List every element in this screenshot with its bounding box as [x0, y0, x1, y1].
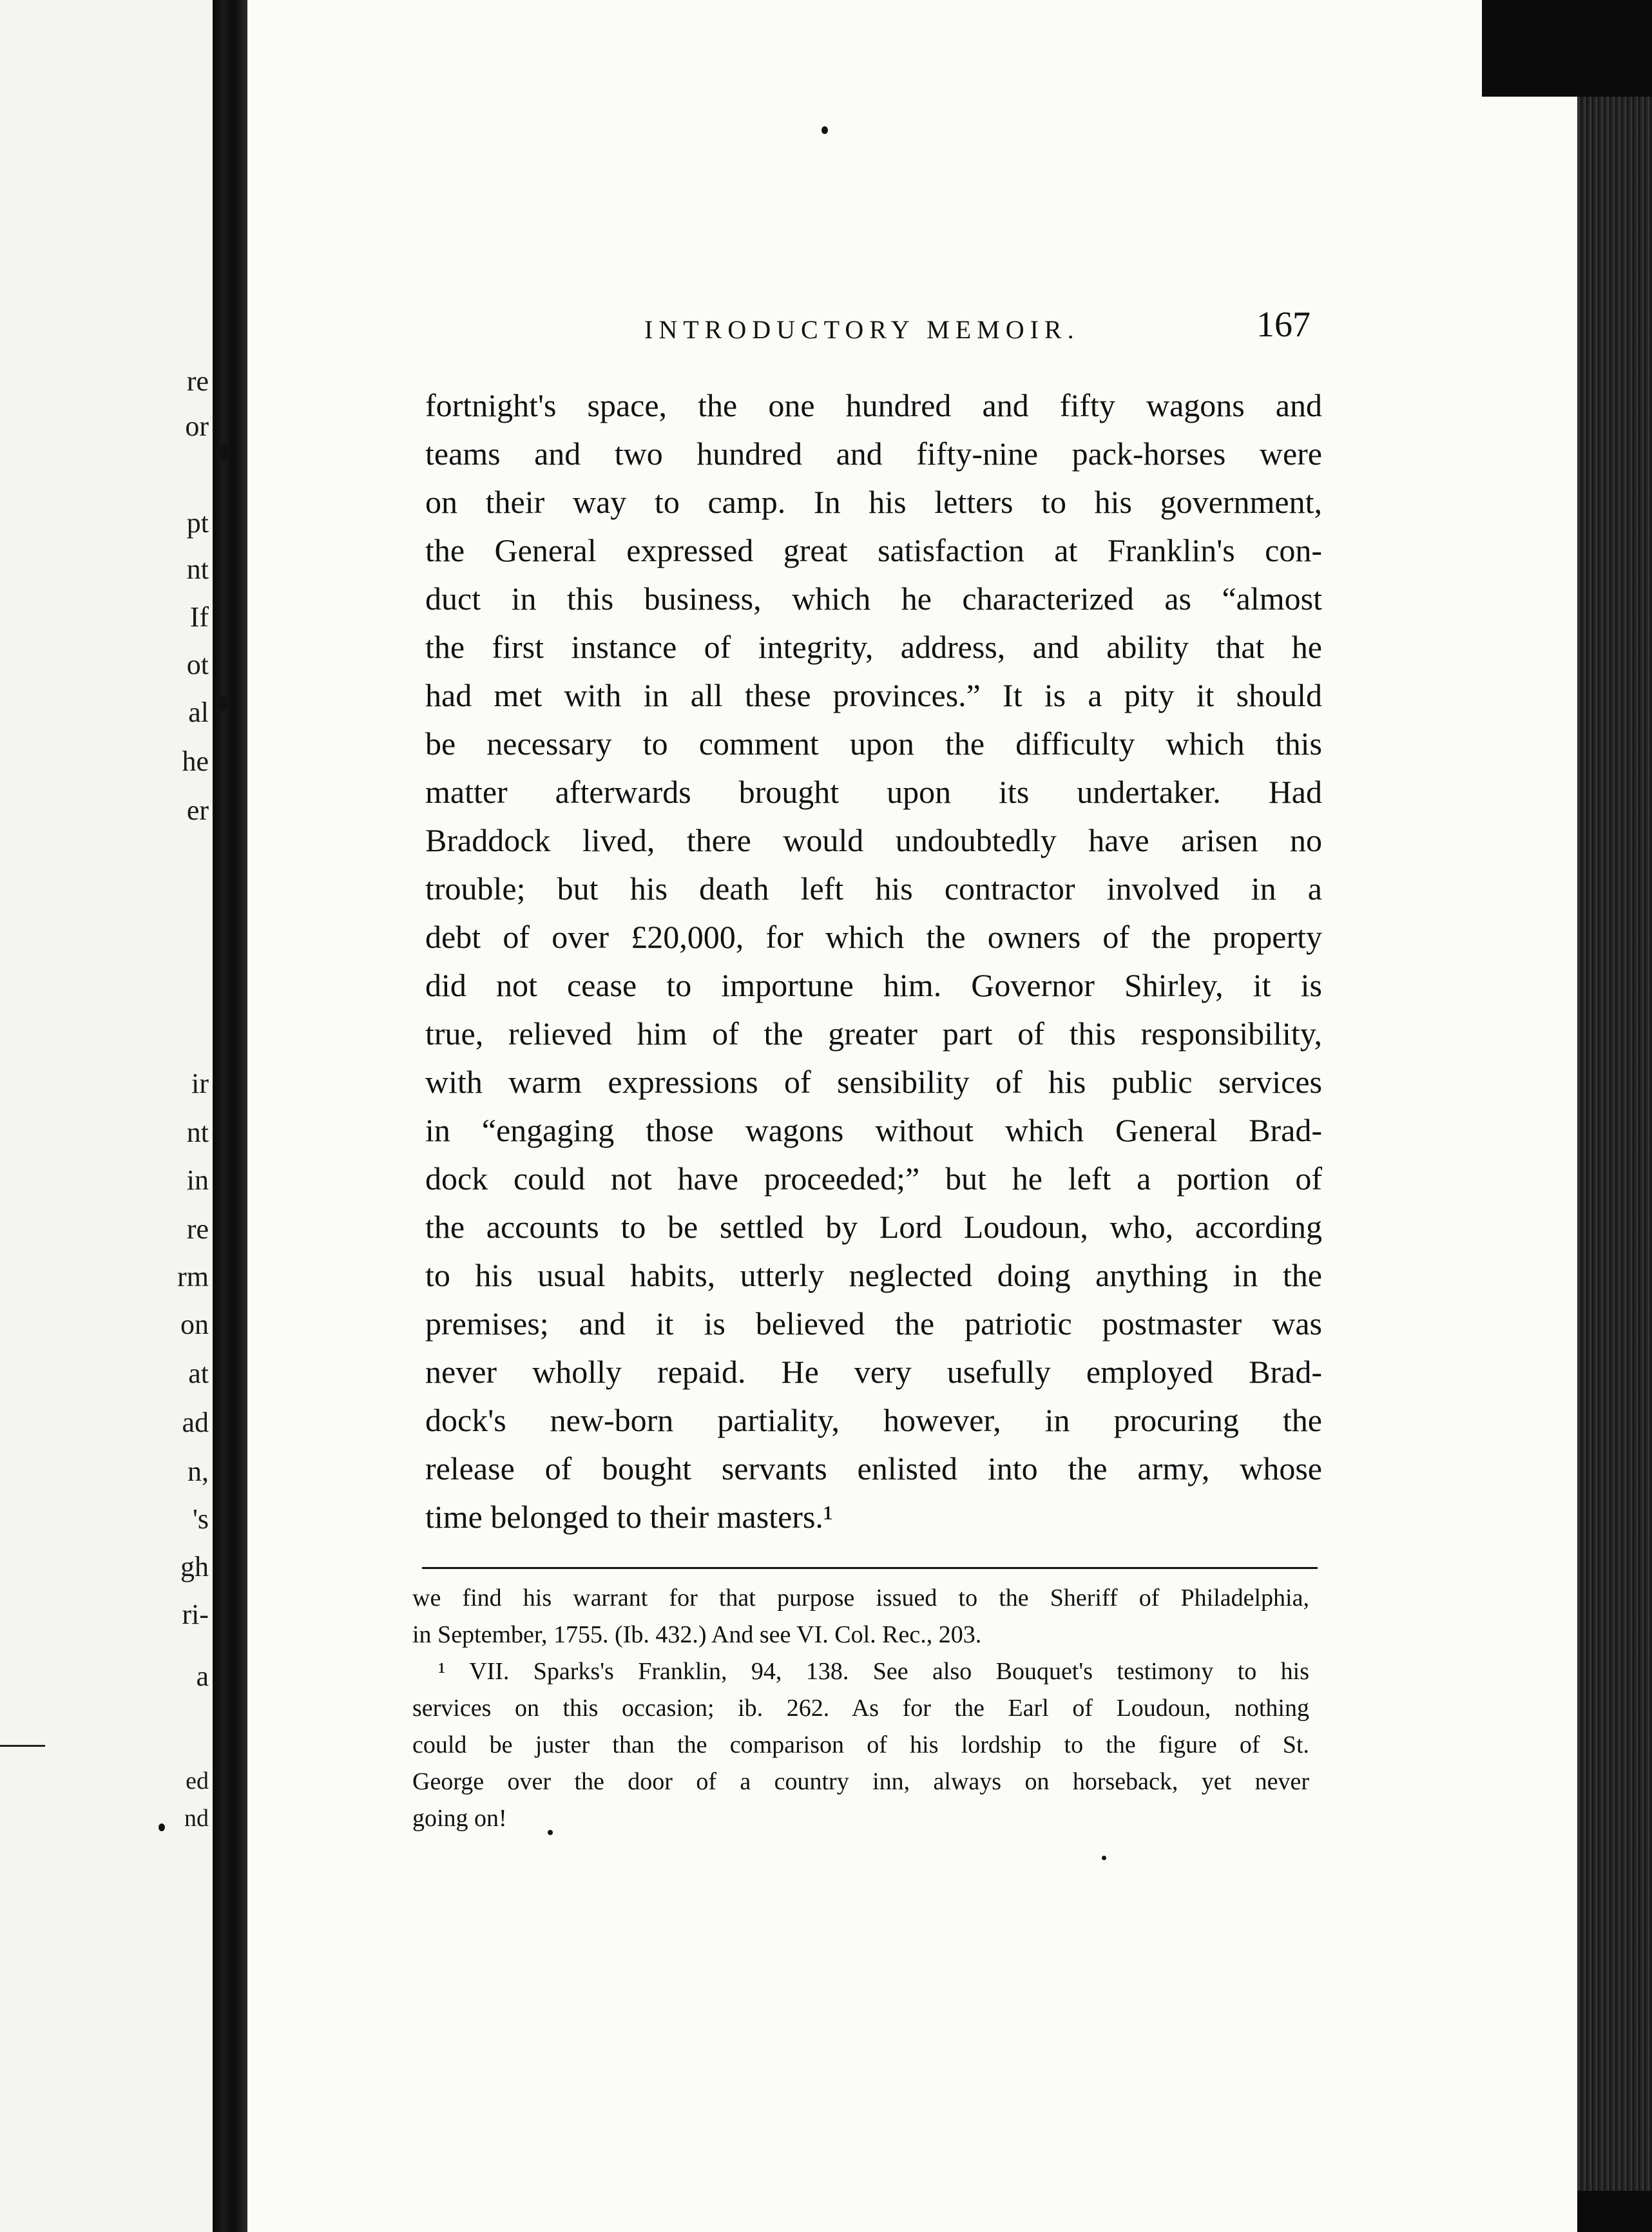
left-page-fragment: or	[185, 410, 209, 442]
body-line: dock's new-born partiality, however, in procuring the	[425, 1402, 1322, 1438]
left-page-fragment: gh	[180, 1551, 209, 1583]
body-line: to his usual habits, utterly neglected doing anything in the	[425, 1257, 1322, 1293]
footnote-line: George over the door of a country inn, always on horseback, yet never	[412, 1768, 1309, 1795]
body-line: with warm expressions of sensibility of his public services	[425, 1064, 1322, 1100]
body-line: matter afterwards brought upon its undertaker. Had	[425, 774, 1322, 810]
footnote-line: we find his warrant for that purpose issued to the Sheriff of Philadelphia,	[412, 1584, 1309, 1611]
left-page-fragment: re	[186, 1213, 209, 1245]
left-page-fragment: ri-	[182, 1599, 209, 1630]
ink-speck	[821, 126, 828, 134]
footnote-line: in September, 1755. (Ib. 432.) And see VI. Col. Rec., 203.	[412, 1621, 982, 1648]
footnote-line: could be juster than the comparison of his lordship to the figure of St.	[412, 1731, 1309, 1758]
left-page-fragment: ot	[186, 649, 209, 680]
left-page-fragment: ed	[186, 1767, 209, 1794]
footnote-rule	[422, 1567, 1318, 1569]
body-line: duct in this business, which he characterized as “almost	[425, 581, 1322, 617]
footnote-line: ¹ VII. Sparks's Franklin, 94, 138. See also Bouquet's testimony to his	[438, 1658, 1309, 1685]
ink-speck	[548, 1830, 553, 1835]
body-line: true, relieved him of the greater part of this responsibility,	[425, 1015, 1322, 1052]
left-page-fragment: rm	[177, 1261, 209, 1293]
ink-speck	[1102, 1856, 1106, 1860]
left-page-fragment: ad	[182, 1407, 209, 1438]
body-line: trouble; but his death left his contractor involved in a	[425, 871, 1322, 907]
running-head: INTRODUCTORY MEMOIR.	[644, 315, 1080, 344]
body-line: in “engaging those wagons without which General Brad-	[425, 1112, 1322, 1148]
left-page-fragment: nt	[186, 553, 209, 585]
body-line: be necessary to comment upon the difficulty which this	[425, 726, 1322, 762]
left-page-fragment: er	[186, 794, 209, 826]
left-page-fragment: a	[196, 1660, 209, 1692]
left-page-fragment: on	[180, 1309, 209, 1340]
left-page-fragment: al	[188, 697, 209, 728]
body-line: fortnight's space, the one hundred and fifty wagons and	[425, 387, 1322, 423]
body-line: dock could not have proceeded;” but he left a portion of	[425, 1160, 1322, 1197]
footnotes	[412, 1580, 1309, 1837]
page-number: 167	[1256, 305, 1311, 345]
left-page-fragment: at	[188, 1358, 209, 1389]
left-page-fragment: If	[189, 601, 209, 633]
body-line: on their way to camp. In his letters to his government,	[425, 484, 1322, 520]
body-line: the General expressed great satisfaction at Franklin's con-	[425, 532, 1322, 568]
left-page-fragment: n,	[187, 1456, 209, 1487]
page-edges	[1577, 97, 1652, 2191]
ink-speck	[218, 696, 227, 711]
body-text	[425, 381, 1322, 1541]
left-page-fragment: ir	[191, 1068, 209, 1099]
body-line: did not cease to importune him. Governor Shirley, it is	[425, 967, 1322, 1003]
scan-background-corner	[1482, 0, 1652, 97]
left-page-fragment: in	[186, 1164, 209, 1196]
book-gutter	[213, 0, 247, 2232]
left-page-fragment: 's	[192, 1503, 209, 1535]
left-page-fragment: he	[182, 746, 209, 777]
body-line: the accounts to be settled by Lord Loudoun, who, according	[425, 1209, 1322, 1245]
footnote-line: services on this occasion; ib. 262. As for the Earl of Loudoun, nothing	[412, 1695, 1309, 1722]
left-facing-page	[0, 0, 213, 2232]
footnote-line: going on!	[412, 1805, 507, 1832]
body-line: debt of over £20,000, for which the owners of the property	[425, 919, 1322, 955]
body-line: time belonged to their masters.¹	[425, 1499, 833, 1535]
body-line: premises; and it is believed the patriotic postmaster was	[425, 1305, 1322, 1342]
ink-speck	[219, 445, 228, 460]
ink-speck	[158, 1823, 165, 1831]
left-page-fragment: nt	[186, 1117, 209, 1148]
left-page-fragment: nd	[184, 1805, 209, 1832]
body-line: never wholly repaid. He very usefully employed Brad-	[425, 1354, 1322, 1390]
left-page-fragment: re	[186, 365, 209, 397]
left-page-footnote-rule	[0, 1745, 45, 1747]
body-line: had met with in all these provinces.” It is a pity it should	[425, 677, 1322, 713]
body-line: the first instance of integrity, address, and ability that he	[425, 629, 1322, 665]
body-line: release of bought servants enlisted into the army, whose	[425, 1450, 1322, 1486]
body-line: teams and two hundred and fifty-nine pack-horses were	[425, 436, 1322, 472]
body-line: Braddock lived, there would undoubtedly have arisen no	[425, 822, 1322, 858]
left-page-fragment: pt	[186, 507, 209, 539]
